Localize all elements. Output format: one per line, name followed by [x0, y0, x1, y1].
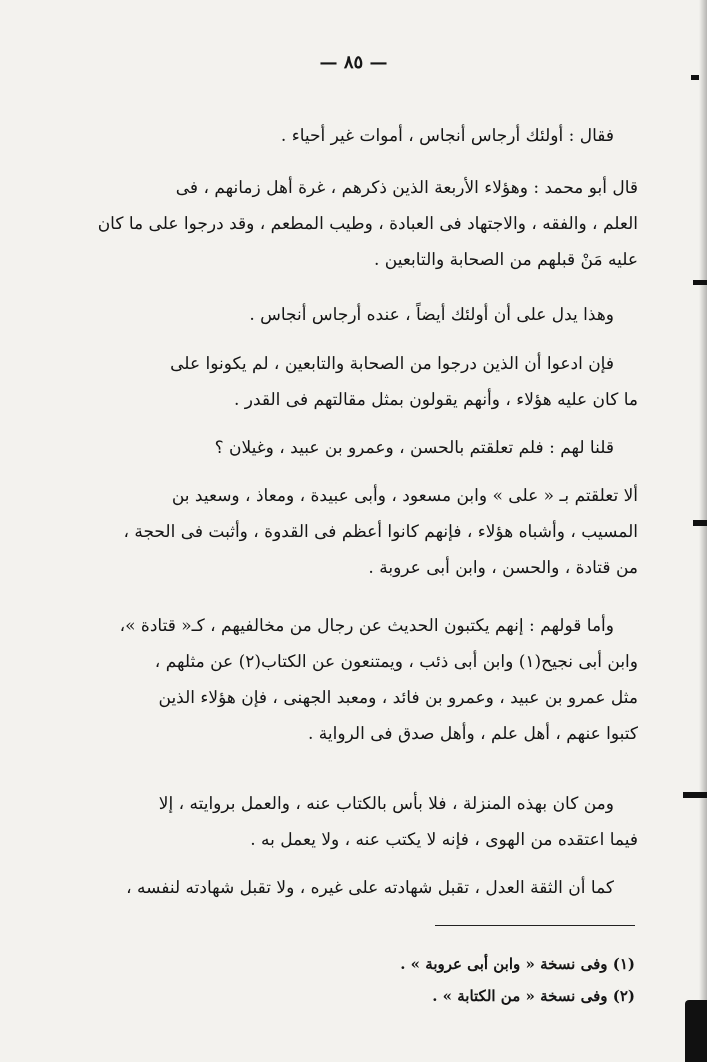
footnotes — [240, 948, 635, 1012]
paragraph-8 — [48, 786, 638, 858]
line: فإن ادعوا أن الذين درجوا من الصحابة والتابعين ، لم يكونوا على — [170, 354, 614, 374]
paragraph-3 — [48, 297, 638, 333]
line: وأما قولهم : إنهم يكتبون الحديث عن رجال من مخالفيهم ، كـ« قتادة »، — [119, 616, 614, 636]
paragraph-6 — [48, 478, 638, 586]
scan-mark — [693, 520, 707, 526]
line: قال أبو محمد : وهؤلاء الأربعة الذين ذكرهم ، غرة أهل زمانهم ، فى — [175, 178, 638, 198]
paragraph-9 — [48, 870, 638, 906]
scan-mark — [683, 792, 707, 798]
footnote-1: (١) وفى نسخة « وابن أبى عروبة » . — [400, 955, 635, 973]
line: فيما اعتقده من الهوى ، فإنه لا يكتب عنه ، ولا يعمل به . — [250, 830, 638, 850]
scan-shadow — [699, 0, 707, 1062]
line: ما كان عليه هؤلاء ، وأنهم يقولون بمثل مقالتهم فى القدر . — [233, 390, 638, 410]
line: كتبوا عنهم ، أهل علم ، وأهل صدق فى الرواية . — [307, 724, 638, 744]
line: عليه مَنْ قبلهم من الصحابة والتابعين . — [373, 250, 638, 270]
paragraph-4 — [48, 346, 638, 418]
footnote-divider — [435, 925, 635, 926]
page-number: — ٨٥ — — [319, 52, 388, 73]
line: مثل عمرو بن عبيد ، وعمرو بن فائد ، ومعبد الجهنى ، فإن هؤلاء الذين — [158, 688, 638, 708]
line: وابن أبى نجيح(١) وابن أبى ذئب ، ويمتنعون عن الكتاب(٢) عن مثلهم ، — [154, 652, 638, 672]
paragraph-2 — [48, 170, 638, 278]
line: المسيب ، وأشباه هؤلاء ، فإنهم كانوا أعظم فى القدوة ، وأثبت فى الحجة ، — [123, 522, 638, 542]
scan-mark — [693, 280, 707, 285]
line: قلنا لهم : فلم تعلقتم بالحسن ، وعمرو بن عبيد ، وغيلان ؟ — [214, 438, 614, 458]
scan-mark — [685, 1000, 707, 1062]
line: كما أن الثقة العدل ، تقبل شهادته على غيره ، ولا تقبل شهادته لنفسه ، — [126, 878, 614, 898]
paragraph-5 — [48, 430, 638, 466]
line: ومن كان بهذه المنزلة ، فلا بأس بالكتاب عنه ، والعمل بروايته ، إلا — [158, 794, 614, 814]
line: العلم ، والفقه ، والاجتهاد فى العبادة ، وطيب المطعم ، وقد درجوا على ما كان — [97, 214, 638, 234]
paragraph-7 — [48, 608, 638, 752]
footnote-2: (٢) وفى نسخة « من الكتابة » . — [432, 987, 635, 1005]
line: من قتادة ، والحسن ، وابن أبى عروبة . — [368, 558, 638, 578]
line: فقال : أولئك أرجاس أنجاس ، أموات غير أحياء . — [280, 126, 614, 146]
scan-mark — [691, 75, 699, 80]
line: وهذا يدل على أن أولئك أيضاً ، عنده أرجاس أنجاس . — [249, 305, 614, 325]
paragraph-1 — [48, 118, 638, 154]
line: ألا تعلقتم بـ « على » وابن مسعود ، وأبى عبيدة ، ومعاذ ، وسعيد بن — [171, 486, 638, 506]
